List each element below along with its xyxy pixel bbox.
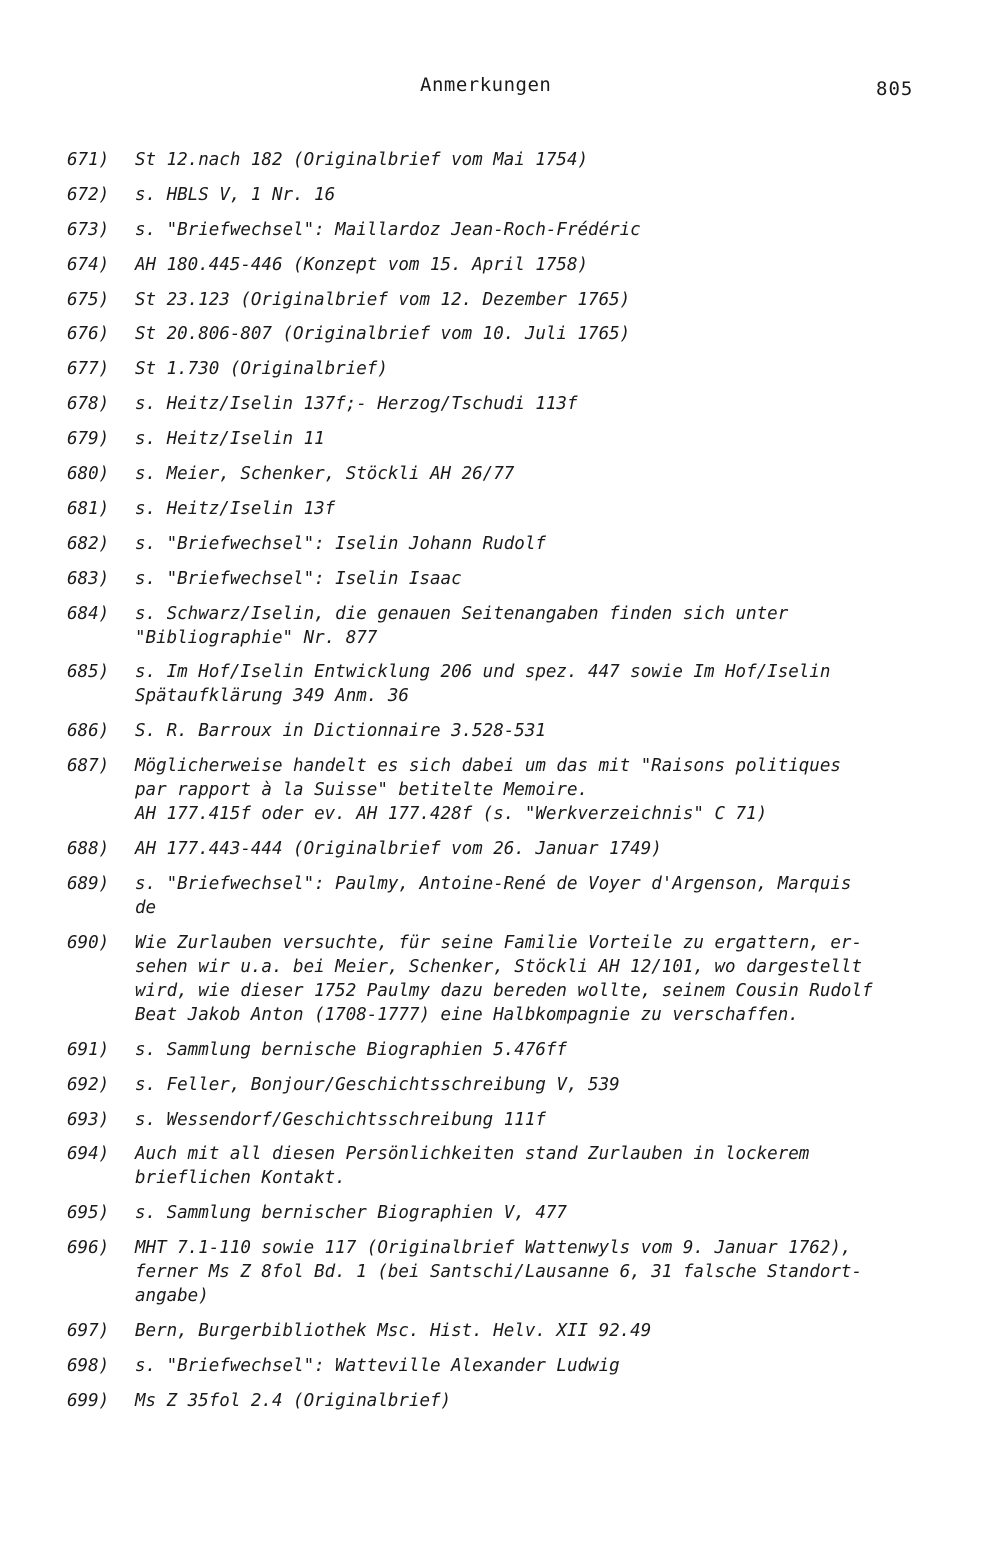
footnote-text-line: AH 177.415f oder ev. AH 177.428f (s. "Werkverzeichnis" C 71)	[135, 804, 768, 825]
footnote-text	[135, 322, 947, 346]
footnote-number: 694)	[67, 1144, 110, 1165]
footnote-number: 695)	[67, 1203, 110, 1224]
footnote-text-line: s. Meier, Schenker, Stöckli AH 26/77	[135, 464, 515, 485]
footnote-number: 671)	[67, 150, 110, 170]
footnote-number: 678)	[67, 394, 110, 415]
footnote-text	[135, 1319, 947, 1343]
footnote	[67, 148, 947, 172]
footnote-number: 672)	[67, 184, 110, 205]
footnote-text	[135, 532, 947, 556]
footnote-text	[135, 602, 947, 650]
footnote	[67, 392, 947, 416]
footnote-text-line: AH 180.445-446 (Konzept vom 15. April 1758)	[135, 254, 589, 275]
footnote-number: 697)	[67, 1321, 110, 1342]
footnote-text-line: s. Feller, Bonjour/Geschichtsschreibung V, 539	[135, 1074, 620, 1095]
footnote	[67, 497, 947, 521]
footnote-number: 692)	[67, 1074, 110, 1095]
footnote-text	[135, 1038, 947, 1062]
footnote-number: 682)	[67, 533, 110, 554]
footnote-text-line: s. Wessendorf/Geschichtsschreibung 111f	[135, 1109, 546, 1130]
footnote-text	[135, 497, 947, 521]
footnote	[67, 1108, 947, 1132]
footnote-text-line: ferner Ms Z 8fol Bd. 1 (bei Santschi/Lausanne 6, 31 falsche Standort-	[135, 1262, 862, 1283]
footnote-text-line: Spätaufklärung 349 Anm. 36	[135, 686, 409, 707]
footnote	[67, 719, 947, 743]
footnote-text	[135, 931, 947, 1027]
page-number: 805	[876, 78, 914, 100]
footnote-number: 681)	[67, 498, 110, 519]
footnote-number: 698)	[67, 1356, 110, 1377]
footnote-text	[135, 1201, 947, 1225]
footnote	[67, 1354, 947, 1378]
footnote-text-line: s. Heitz/Iselin 11	[135, 429, 325, 450]
footnote-text	[135, 1236, 947, 1308]
footnote-text-line: Beat Jakob Anton (1708-1777) eine Halbkompagnie zu verschaffen.	[135, 1004, 799, 1025]
footnote-number: 677)	[67, 359, 110, 380]
footnote-text-line: s. Heitz/Iselin 13f	[135, 498, 336, 519]
footnote-text-line: par rapport à la Suisse" betitelte Memoire.	[135, 780, 589, 801]
footnote-text	[135, 253, 947, 277]
footnote	[67, 1236, 947, 1308]
footnote-text-line: de	[135, 898, 157, 919]
footnote-text	[135, 837, 947, 861]
footnote-text-line: Auch mit all diesen Persönlichkeiten stand Zurlauben in lockerem	[135, 1144, 810, 1165]
footnote-text-line: MHT 7.1-110 sowie 117 (Originalbrief Wattenwyls vom 9. Januar 1762),	[135, 1238, 852, 1259]
footnote	[67, 1073, 947, 1097]
footnote-number: 690)	[67, 932, 110, 953]
footnote-text-line: s. Schwarz/Iselin, die genauen Seitenangaben finden sich unter	[135, 603, 789, 624]
page-header	[0, 74, 1000, 104]
footnote	[67, 1389, 947, 1413]
footnote-text-line: Möglicherweise handelt es sich dabei um das mit "Raisons politiques	[135, 756, 841, 777]
footnote-text-line: s. "Briefwechsel": Paulmy, Antoine-René de Voyer d'Argenson, Marquis	[135, 874, 852, 895]
footnote	[67, 288, 947, 312]
footnote	[67, 462, 947, 486]
footnote	[67, 322, 947, 346]
footnote	[67, 253, 947, 277]
footnote	[67, 754, 947, 826]
footnote-text	[135, 1142, 947, 1190]
footnote-number: 684)	[67, 603, 110, 624]
footnote-number: 685)	[67, 662, 110, 683]
footnote-text	[135, 427, 947, 451]
footnote-text-line: St 20.806-807 (Originalbrief vom 10. Juli 1765)	[135, 324, 631, 345]
footnote-text-line: s. "Briefwechsel": Iselin Johann Rudolf	[135, 533, 546, 554]
footnote-text	[135, 660, 947, 708]
footnote-text-line: Wie Zurlauben versuchte, für seine Familie Vorteile zu ergattern, er-	[135, 932, 862, 953]
footnote-text-line: St 23.123 (Originalbrief vom 12. Dezember 1765)	[135, 289, 631, 310]
footnote-number: 689)	[67, 874, 110, 895]
footnote-text	[135, 567, 947, 591]
footnote-text-line: s. HBLS V, 1 Nr. 16	[135, 184, 336, 205]
footnote-text-line: Bern, Burgerbibliothek Msc. Hist. Helv. XII 92.49	[135, 1321, 652, 1342]
footnote-number: 696)	[67, 1238, 110, 1259]
footnote-number: 699)	[67, 1390, 110, 1411]
footnote-list	[67, 148, 947, 1424]
footnote	[67, 532, 947, 556]
footnote-text	[135, 872, 947, 920]
footnote-text-line: s. "Briefwechsel": Watteville Alexander Ludwig	[135, 1356, 620, 1377]
footnote-text	[135, 357, 947, 381]
footnote	[67, 427, 947, 451]
footnote-number: 686)	[67, 721, 110, 742]
footnote-text	[135, 1073, 947, 1097]
footnote-text-line: brieflichen Kontakt.	[135, 1168, 346, 1189]
footnote-number: 693)	[67, 1109, 110, 1130]
footnote-text	[135, 288, 947, 312]
footnote	[67, 357, 947, 381]
footnote	[67, 872, 947, 920]
footnote-number: 683)	[67, 568, 110, 589]
footnote-text	[135, 1354, 947, 1378]
footnote-text	[135, 719, 947, 743]
footnote-text	[135, 148, 947, 172]
footnote-number: 680)	[67, 464, 110, 485]
footnote-text-line: s. Im Hof/Iselin Entwicklung 206 und spez. 447 sowie Im Hof/Iselin	[135, 662, 831, 683]
footnote	[67, 1038, 947, 1062]
footnote-text	[135, 754, 947, 826]
footnote-number: 673)	[67, 219, 110, 240]
footnote	[67, 1201, 947, 1225]
footnote-text-line: Ms Z 35fol 2.4 (Originalbrief)	[135, 1390, 452, 1411]
footnote-number: 687)	[67, 756, 110, 777]
footnote	[67, 931, 947, 1027]
footnote	[67, 183, 947, 207]
footnote-text-line: St 1.730 (Originalbrief)	[135, 359, 388, 380]
footnote-text-line: "Bibliographie" Nr. 877	[135, 627, 378, 648]
footnote-text-line: AH 177.443-444 (Originalbrief vom 26. Januar 1749)	[135, 839, 662, 860]
footnote	[67, 837, 947, 861]
footnote-text-line: sehen wir u.a. bei Meier, Schenker, Stöckli AH 12/101, wo dargestellt	[135, 956, 862, 977]
footnote-text-line: s. "Briefwechsel": Iselin Isaac	[135, 568, 462, 589]
footnote-number: 676)	[67, 324, 110, 345]
page-title: Anmerkungen	[420, 74, 552, 96]
footnote	[67, 1142, 947, 1190]
footnote-text-line: s. Heitz/Iselin 137f;- Herzog/Tschudi 113f	[135, 394, 578, 415]
footnote-text-line: s. Sammlung bernische Biographien 5.476ff	[135, 1039, 567, 1060]
footnote-number: 688)	[67, 839, 110, 860]
footnote-text	[135, 183, 947, 207]
footnote-text	[135, 392, 947, 416]
footnote-text-line: s. "Briefwechsel": Maillardoz Jean-Roch-Frédéric	[135, 219, 641, 240]
footnote-text	[135, 1108, 947, 1132]
footnote-text-line: angabe)	[135, 1286, 209, 1307]
footnote-text	[135, 218, 947, 242]
footnote-text	[135, 1389, 947, 1413]
footnote-text-line: s. Sammlung bernischer Biographien V, 477	[135, 1203, 567, 1224]
footnote	[67, 660, 947, 708]
footnote-text-line: St 12.nach 182 (Originalbrief vom Mai 1754)	[135, 150, 589, 170]
footnote-text	[135, 462, 947, 486]
footnote-number: 674)	[67, 254, 110, 275]
footnote-number: 675)	[67, 289, 110, 310]
footnote	[67, 218, 947, 242]
footnote-number: 691)	[67, 1039, 110, 1060]
footnote-number: 679)	[67, 429, 110, 450]
footnote-text-line: wird, wie dieser 1752 Paulmy dazu bereden wollte, seinem Cousin Rudolf	[135, 980, 873, 1001]
footnote	[67, 602, 947, 650]
footnote	[67, 567, 947, 591]
footnote-text-line: S. R. Barroux in Dictionnaire 3.528-531	[135, 721, 546, 742]
footnote	[67, 1319, 947, 1343]
